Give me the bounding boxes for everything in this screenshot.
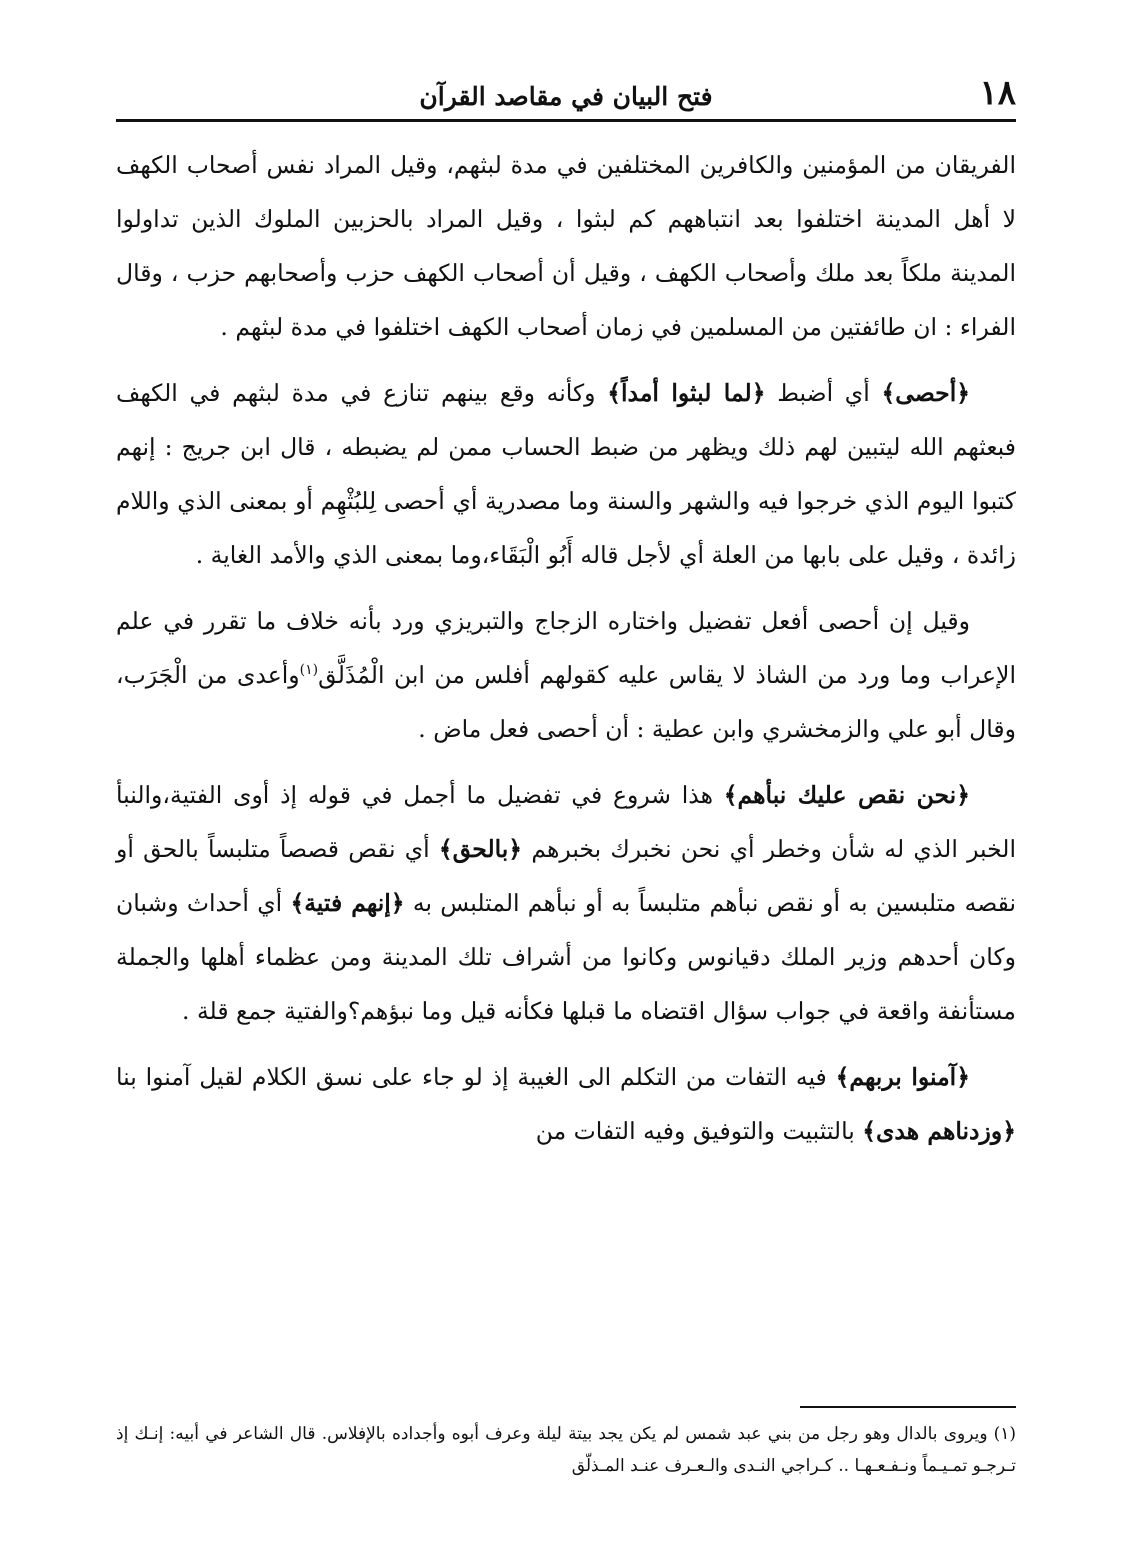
- paragraph-5-text-b: بالتثبيت والتوفيق وفيه التفات من: [535, 1117, 863, 1145]
- page-header: [116, 62, 1016, 122]
- paragraph-1-text: الفريقان من المؤمنين والكافرين المختلفين في مدة لبثهم، وقيل المراد نفس أصحاب الكهف لا أهل المدينة اختلفوا بعد انتباههم كم لبثوا ، وقيل المراد بالحزبين الملوك الذين تداولوا المدينة ملكاً بعد ملك وأصحاب الكهف ، وقيل أن أصحاب الكهف حزب وأصحابهم حزب ، وقال الفراء : ان طائفتين من المسلمين في زمان أصحاب الكهف اختلفوا في مدة لبثهم .: [116, 151, 1016, 341]
- quran-phrase: ﴿وزدناهم هدى﴾: [862, 1117, 1016, 1145]
- paragraph-5: [116, 1050, 1016, 1158]
- paragraph-2: [116, 366, 1016, 582]
- quran-phrase: ﴿نحن نقص عليك نبأهم﴾: [723, 781, 970, 809]
- paragraph-4-text-b: أي نقص قصصاً متلبساً بالحق أو نقصه متلبسين به أو نقص نبأهم متلبساً به أو نبأهم المتلبس به: [116, 835, 1017, 917]
- paragraph-2-text-a: أي أضبط: [765, 379, 882, 407]
- page-number: ١٨: [979, 73, 1016, 113]
- footnote-text: ويروى بالدال وهو رجل من بني عبد شمس لم يكن يجد بيتة ليلة وعرف أبوه وأجداده بالإفلاس. قال الشاعر في أبيه: إنـك إذ تـرجـو تمـيـماً ونـفـعـهـا .. كـراجي النـدى والـعـرف عنـد المـذلّق: [116, 1424, 1016, 1476]
- footnote-number: (١): [993, 1424, 1016, 1444]
- paragraph-3-text-a: وقيل إن أحصى أفعل تفضيل واختاره الزجاج والتبريزي ورد بأنه خلاف ما تقرر في علم الإعراب وما ورد من الشاذ لا يقاس عليه كقولهم أفلس من ابن الْمُذَلَّق: [116, 607, 1016, 689]
- main-text: [116, 138, 1016, 1170]
- paragraph-3-text-b: وأعدى من الْجَرَب، وقال أبو علي والزمخشري وابن عطية : أن أحصى فعل ماض .: [116, 661, 1016, 743]
- paragraph-4-text-c: أي أحداث وشبان وكان أحدهم وزير الملك دقيانوس وكانوا من أشراف تلك المدينة ومن عظماء أهلها والجملة مستأنفة واقعة في جواب سؤال اقتضاه ما قبلها فكأنه قيل وما نبؤهم؟والفتية جمع قلة .: [116, 889, 1016, 1025]
- paragraph-4: [116, 768, 1016, 1038]
- footnote-reference[interactable]: (١): [299, 662, 319, 679]
- paragraph-5-text-a: فيه التفات من التكلم الى الغيبة إذ لو جاء على نسق الكلام لقيل آمنوا بنا: [116, 1063, 836, 1091]
- footnote-divider: [800, 1406, 1016, 1408]
- quran-phrase: ﴿آمنوا بربهم﴾: [835, 1063, 970, 1091]
- quran-phrase: ﴿بالحق﴾: [438, 835, 523, 863]
- quran-phrase: ﴿لما لبثوا أمداً﴾: [607, 379, 766, 407]
- paragraph-3: [116, 594, 1016, 756]
- quran-phrase: ﴿إنهم فتية﴾: [290, 889, 405, 917]
- paragraph-1: [116, 138, 1016, 354]
- paragraph-2-text-b: وكأنه وقع بينهم تنازع في مدة لبثهم في الكهف فبعثهم الله ليتبين لهم ذلك ويظهر من ضبط الحساب ممن لم يضبطه ، قال ابن جريج : إنهم كتبوا اليوم الذي خرجوا فيه والشهر والسنة وما مصدرية أي أحصى لِلبُثْهِم أو بمعنى الذي واللام زائدة ، وقيل على بابها من العلة أي لأجل قاله أَبُو الْبَقَاء،وما بمعنى الذي والأمد الغاية .: [116, 379, 1016, 569]
- footnote-section: [116, 1418, 1016, 1482]
- running-title: فتح البيان في مقاصد القرآن: [419, 82, 713, 111]
- quran-phrase: ﴿أحصى﴾: [881, 379, 970, 407]
- paragraph-4-text-a: هذا شروع في تفضيل ما أجمل في قوله إذ أوى الفتية،والنبأ الخبر الذي له شأن وخطر أي نحن نخبرك بخبرهم: [116, 781, 1016, 863]
